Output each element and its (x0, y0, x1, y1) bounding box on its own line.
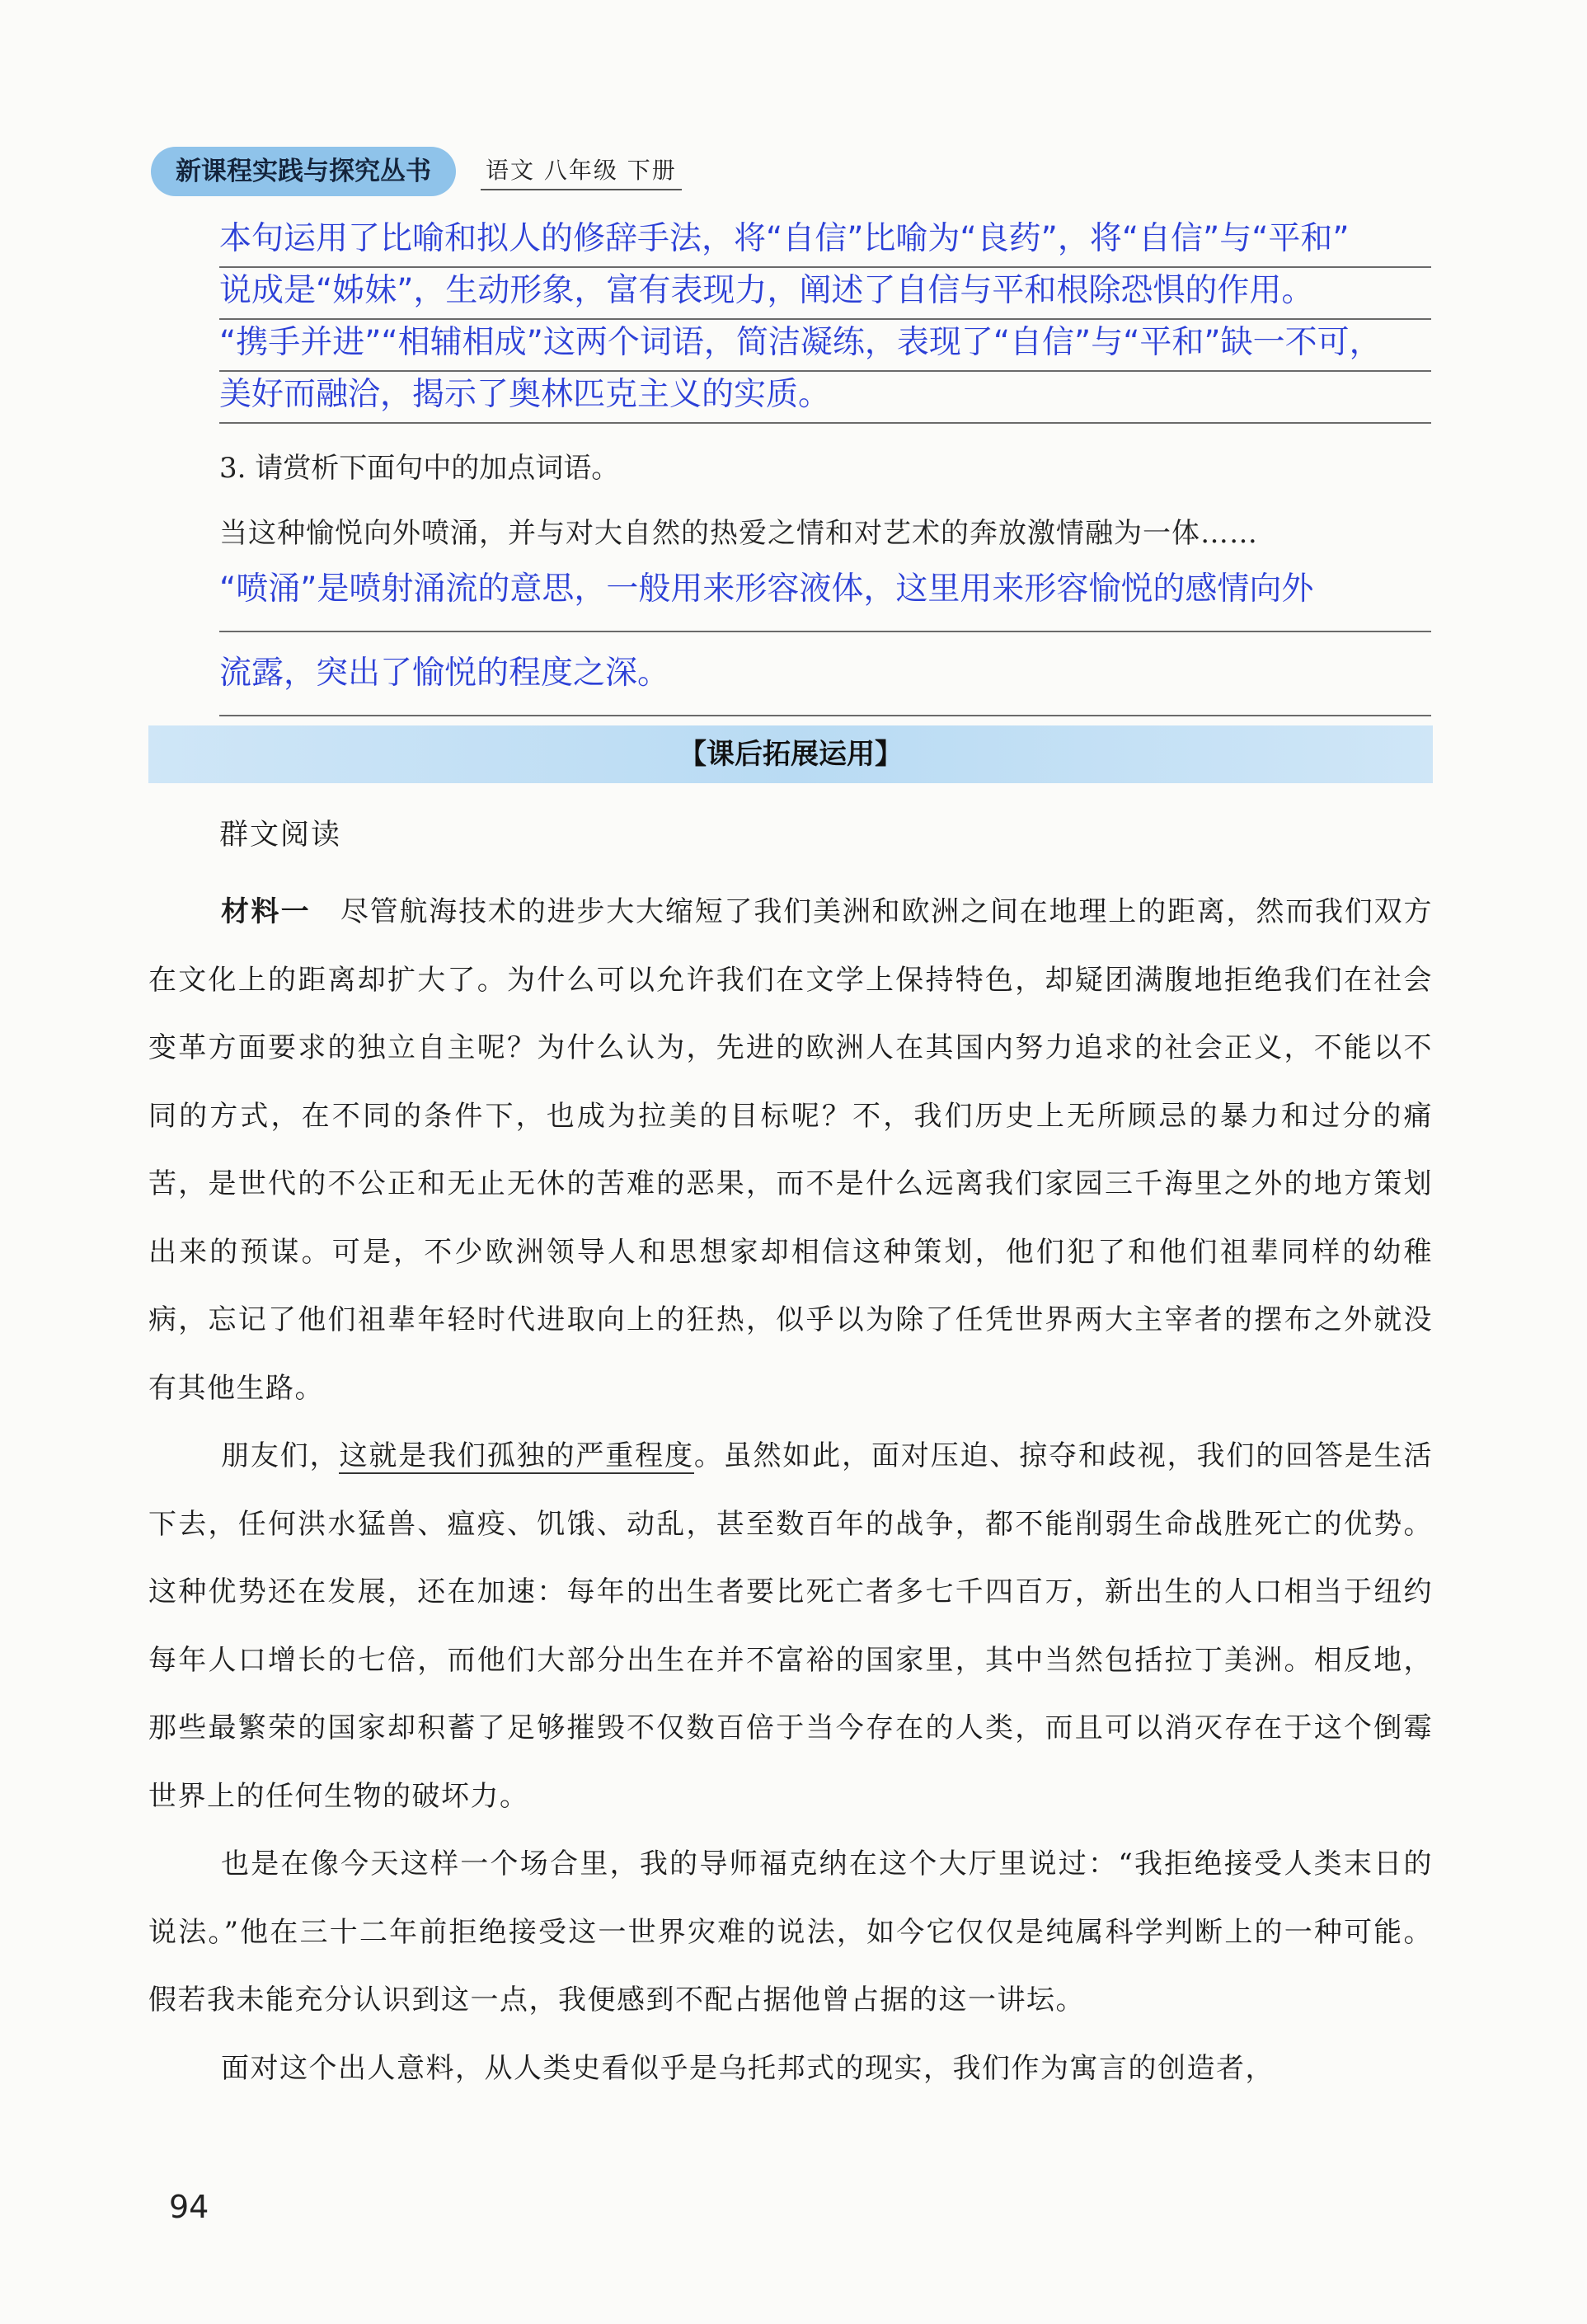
series-title: 新课程实践与探究丛书 (151, 147, 456, 196)
paragraph-text: 也是在像今天这样一个场合里，我的导师福克纳在这个大厅里说过：“我拒绝接受人类末日的说法。”他在三十二年前拒绝接受这一世界灾难的说法，如今它仅仅是纯属科学判断上的一种可能。假若我未能充分认识到这一点，我便感到不配占据他曾占据的这一讲坛。 (148, 1847, 1433, 2016)
answer-line: “携手并进”“相辅相成”这两个词语，简洁凝练，表现了“自信”与“平和”缺一不可， (219, 320, 1431, 372)
page-number: 94 (169, 2189, 209, 2225)
material-label: 材料一 (221, 895, 311, 928)
answer-line: “喷涌”是喷射涌流的意思，一般用来形容液体，这里用来形容愉悦的感情向外 (219, 548, 1431, 632)
paragraph-text: 面对这个出人意料，从人类史看似乎是乌托邦式的现实，我们作为寓言的创造者， (221, 2051, 1275, 2085)
question-3-quote: 当这种愉悦向外喷涌，并与对大自然的热爱之情和对艺术的奔放激情融为一体…… (219, 517, 1258, 550)
underlined-phrase: 这就是我们孤独的严重程度 (339, 1439, 694, 1472)
subheading-group-reading: 群文阅读 (219, 819, 342, 852)
paragraph (148, 1422, 1433, 1830)
section-heading-bar: 【课后拓展运用】 (148, 725, 1433, 783)
answer-line: 流露，突出了愉悦的程度之深。 (219, 632, 1431, 716)
subject-info: 语文 八年级 下册 (481, 153, 682, 190)
paragraph (148, 1830, 1433, 2035)
paragraph (148, 878, 1433, 1422)
answer-line: 本句运用了比喻和拟人的修辞手法，将“自信”比喻为“良药”，将“自信”与“平和” (219, 216, 1431, 268)
answer-line: 美好而融洽，揭示了奥林匹克主义的实质。 (219, 372, 1431, 424)
handwritten-answer-1 (219, 216, 1431, 424)
reading-material (148, 878, 1433, 2102)
paragraph-text: 尽管航海技术的进步大大缩短了我们美洲和欧洲之间在地理上的距离，然而我们双方在文化上的距离却扩大了。为什么可以允许我们在文学上保持特色，却疑团满腹地拒绝我们在社会变革方面要求的独立自主呢？为什么认为，先进的欧洲人在其国内努力追求的社会正义，不能以不同的方式，在不同的条件下，也成为拉美的目标呢？不，我们历史上无所顾忌的暴力和过分的痛苦，是世代的不公正和无止无休的苦难的恶果，而不是什么远离我们家园三千海里之外的地方策划出来的预谋。可是，不少欧洲领导人和思想家却相信这种策划，他们犯了和他们祖辈同样的幼稚病，忘记了他们祖辈年轻时代进取向上的狂热，似乎以为除了任凭世界两大主宰者的摆布之外就没有其他生路。 (148, 895, 1434, 1405)
paragraph-text: 。虽然如此，面对压迫、掠夺和歧视，我们的回答是生活下去，任何洪水猛兽、瘟疫、饥饿、动乱，甚至数百年的战争，都不能削弱生命战胜死亡的优势。这种优势还在发展，还在加速：每年的出生者要比死亡者多七千四百万，新出生的人口相当于纽约每年人口增长的七倍，而他们大部分出生在并不富裕的国家里，其中当然包括拉丁美洲。相反地，那些最繁荣的国家却积蓄了足够摧毁不仅数百倍于当今存在的人类，而且可以消灭存在于这个倒霉世界上的任何生物的破坏力。 (148, 1439, 1434, 1813)
paragraph (148, 2035, 1433, 2103)
answer-line: 说成是“姊妹”，生动形象，富有表现力，阐述了自信与平和根除恐惧的作用。 (219, 268, 1431, 320)
question-3-prompt: 3. 请赏析下面句中的加点词语。 (219, 452, 620, 485)
page-header (151, 147, 682, 196)
paragraph-text: 朋友们， (221, 1439, 340, 1472)
handwritten-answer-2 (219, 548, 1431, 716)
